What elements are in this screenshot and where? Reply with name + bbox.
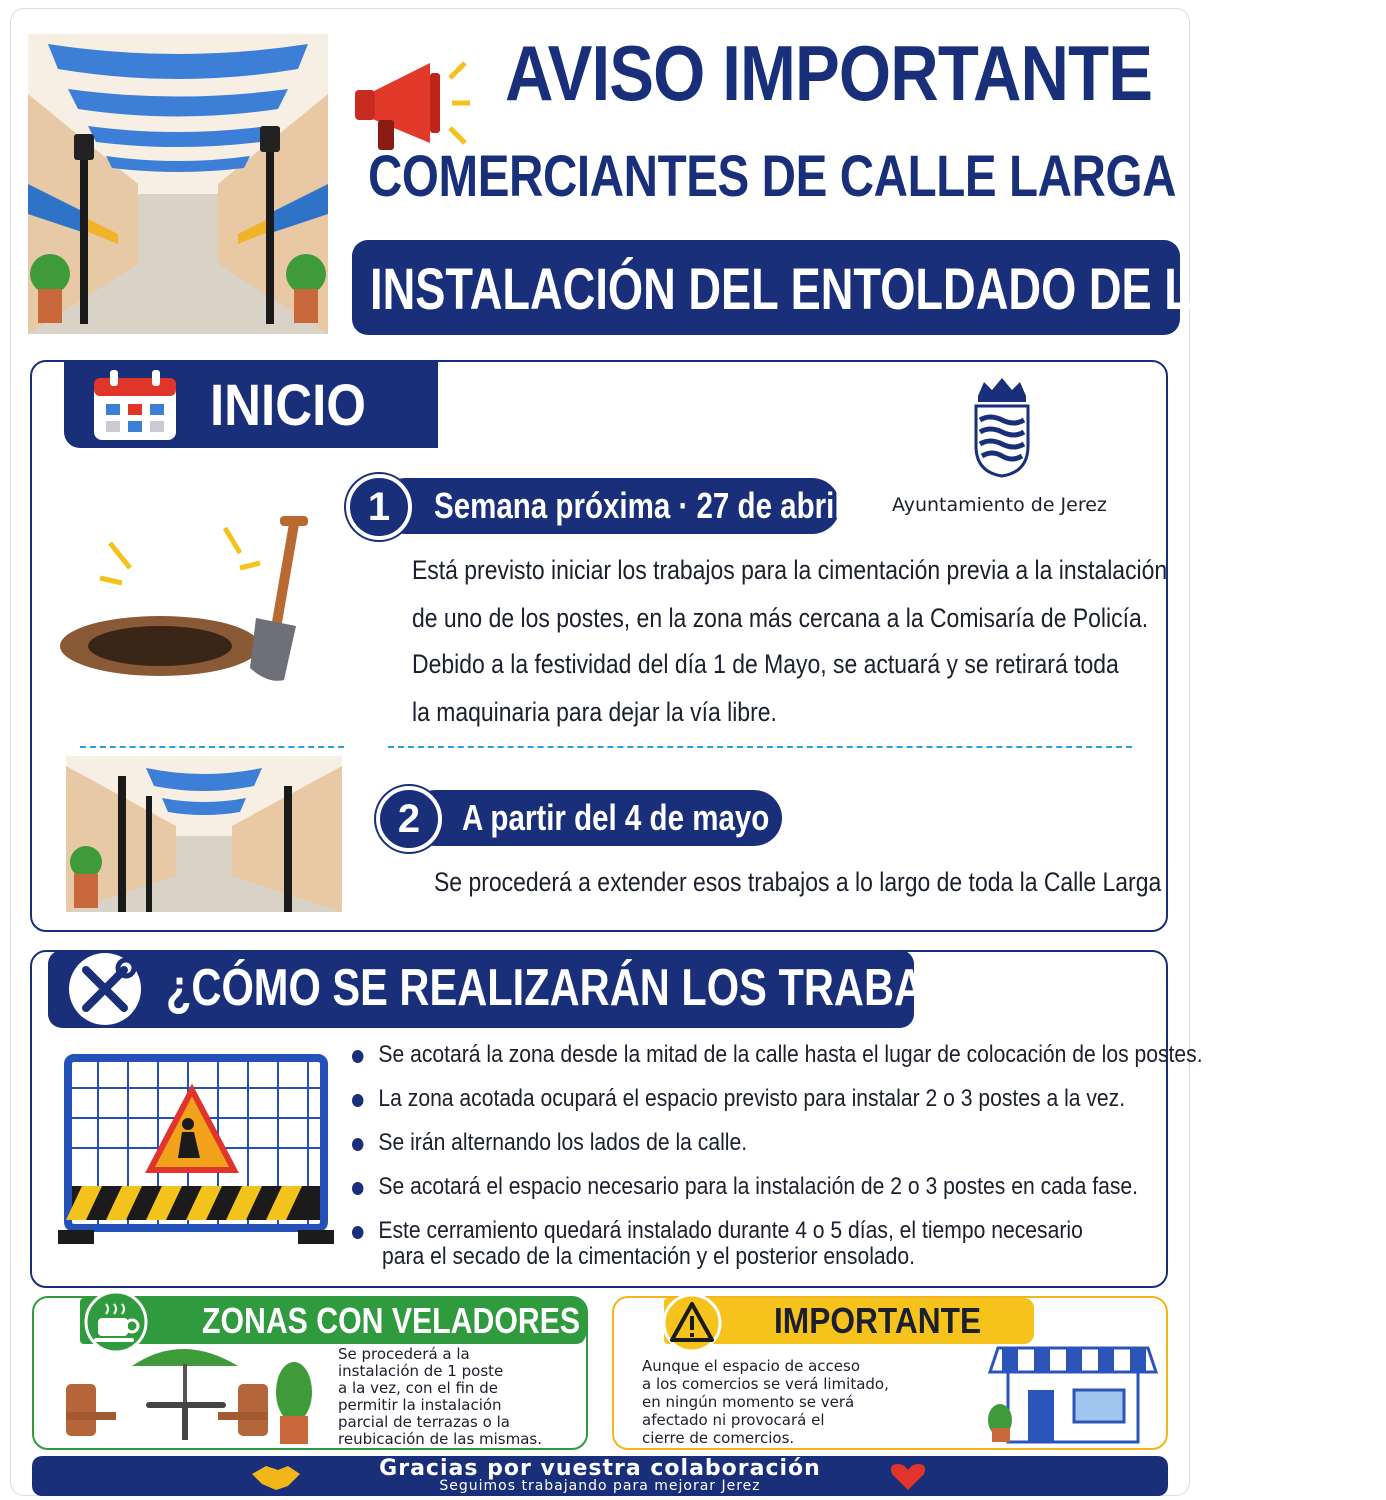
step-1-label: Semana próxima · 27 de abril — [434, 485, 843, 526]
bullet-continuation: para el secado de la cimentación y el posterior ensolado. — [382, 1243, 916, 1270]
calendar-icon — [92, 368, 178, 442]
veladores-text-line-1: Se procederá a la — [338, 1345, 470, 1363]
divider-left — [80, 746, 344, 748]
veladores-text-line-5: parcial de terrazas o la — [338, 1413, 510, 1431]
footer-bar — [32, 1456, 1168, 1496]
list-item: Se irán alternando los lados de la calle. — [352, 1128, 1203, 1158]
step-2-text-line-1: Se procederá a extender esos trabajos a lo largo de toda la Calle Larga — [434, 867, 1162, 897]
page-subtitle: COMERCIANTES DE CALLE LARGA — [368, 144, 1177, 209]
warning-icon — [660, 1294, 724, 1352]
title-banner — [352, 240, 1386, 335]
importante-text-line-5: cierre de comercios. — [642, 1429, 795, 1447]
megaphone-icon — [350, 48, 470, 158]
construction-fence-icon — [58, 1054, 334, 1250]
importante-text-line-4: afectado ni provocará el — [642, 1411, 825, 1429]
importante-text-line-2: a los comercios se verá limitado, — [642, 1375, 889, 1393]
footer-title: Gracias por vuestra colaboración — [379, 1456, 821, 1481]
shop-icon — [988, 1328, 1158, 1444]
importante-text-line-3: en ningún momento se verá — [642, 1393, 855, 1411]
step-1-number: 1 — [346, 474, 412, 540]
divider-right — [388, 746, 1132, 748]
como-label: ¿CÓMO SE REALIZARÁN LOS TRABAJOS? — [166, 959, 1033, 1017]
step-1-text-line-4: la maquinaria para dejar la vía libre. — [412, 697, 777, 727]
terrace-table-icon — [62, 1340, 326, 1446]
veladores-text-line-3: a la vez, con el fin de — [338, 1379, 498, 1397]
list-item: Se acotará el espacio necesario para la instalación de 2 o 3 postes en cada fase. — [352, 1172, 1203, 1202]
street-illustration-icon — [28, 34, 328, 334]
importante-text-line-1: Aunque el espacio de acceso — [642, 1357, 861, 1375]
veladores-text-line-4: permitir la instalación — [338, 1396, 502, 1414]
tab-inicio — [64, 360, 438, 448]
step-2-pill — [408, 790, 782, 846]
banner-text: INSTALACIÓN DEL ENTOLDADO DE LA CALLE — [370, 257, 1386, 322]
street-awning-icon — [66, 756, 342, 912]
bullet-list — [352, 1040, 1319, 1246]
step-2-label: A partir del 4 de mayo — [462, 797, 770, 838]
inicio-label: INICIO — [210, 373, 366, 438]
step-1-pill — [378, 478, 843, 534]
step-1-text-line-1: Está previsto iniciar los trabajos para la cimentación previa a la instalación — [412, 555, 1168, 585]
list-item: Se acotará la zona desde la mitad de la calle hasta el lugar de colocación de los postes. — [352, 1040, 1203, 1070]
importante-title: IMPORTANTE — [774, 1300, 982, 1341]
veladores-title: ZONAS CON VELADORES — [202, 1300, 581, 1341]
list-item: Este cerramiento quedará instalado durante 4 o 5 días, el tiempo necesario — [352, 1216, 1203, 1246]
tools-icon — [62, 952, 148, 1026]
step-1-text-line-2: de uno de los postes, en la zona más cercana a la Comisaría de Policía. — [412, 603, 1149, 633]
tab-como — [48, 950, 1033, 1028]
ayuntamiento-logo-text: Ayuntamiento de Jerez — [892, 494, 1107, 516]
veladores-text-line-6: reubicación de las mismas. — [338, 1430, 543, 1448]
shovel-hole-icon — [60, 508, 330, 688]
veladores-text-line-2: instalación de 1 poste — [338, 1362, 504, 1380]
jerez-coat-of-arms-icon — [972, 376, 1032, 478]
footer-subtitle: Seguimos trabajando para mejorar Jerez — [439, 1478, 761, 1494]
list-item: La zona acotada ocupará el espacio previsto para instalar 2 o 3 postes a la vez. — [352, 1084, 1203, 1114]
page-title: AVISO IMPORTANTE — [505, 29, 1153, 117]
step-2-number: 2 — [376, 786, 442, 852]
step-1-text-line-3: Debido a la festividad del día 1 de Mayo, se actuará y se retirará toda — [412, 649, 1119, 679]
